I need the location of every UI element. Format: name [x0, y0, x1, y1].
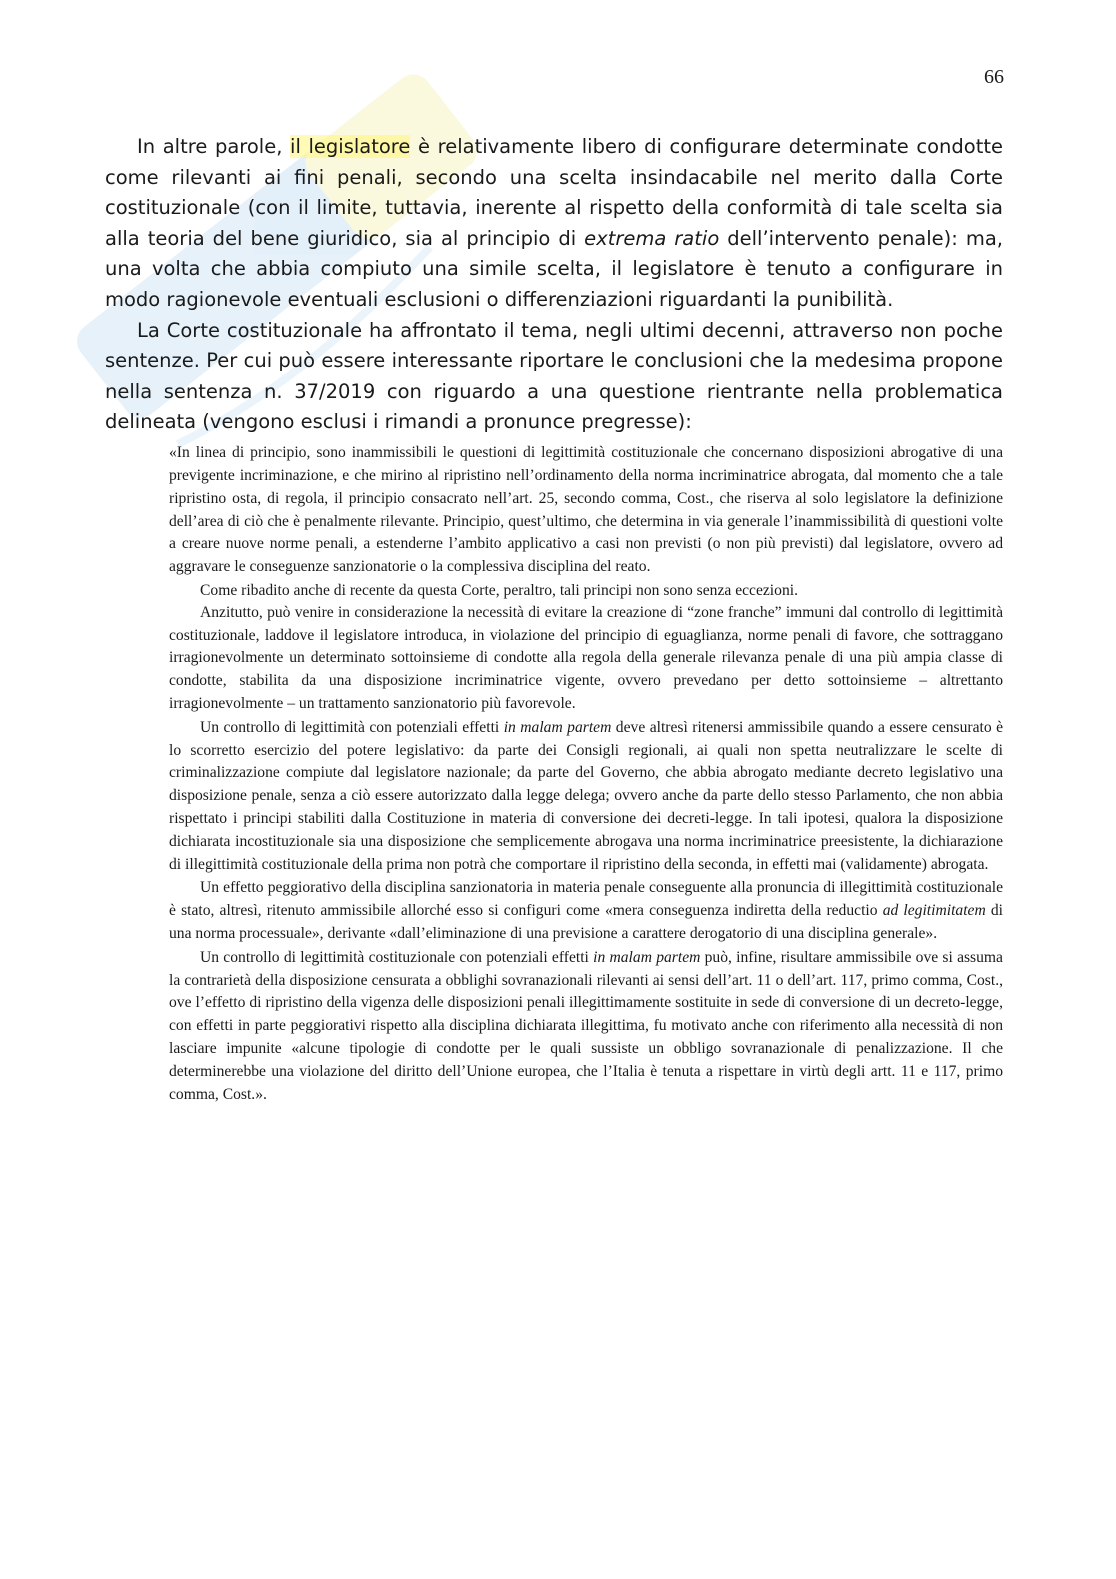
q4-text-c: deve altresì ritenersi ammissibile quando a essere censurato è lo scorretto esercizio del potere legislativo: da parte dei Consigli regionali, ai quali non spetta neutralizzare le scelte di criminalizzazione compiute dal legislatore nazionale; da parte del Governo, che abbia abrogato mediante decreto legislativo una disposizione penale, senza a ciò essere autorizzato dalla legge delega; ovvero anche da parte dello stesso Parlamento, che non abbia rispettato i principi stabiliti dalla Costituzione in materia di conversione dei decreti-legge. In tali ipotesi, qualora la disposizione dichiarata incostituzionale sia una disposizione che semplicemente abrogava una norma incriminatrice preesistente, la dichiarazione di illegittimità costituzionale della prima non potrà che comportare il ripristino della seconda, in effetti mai (validamente) abrogata.: [169, 718, 1003, 873]
body-text: [105, 132, 1003, 438]
paragraph-1: [105, 132, 1003, 316]
p1-text-3: è relativamente libero di configurare determinate condotte come rilevanti ai fini penali, secondo una scelta insindacabile nel merito dalla Corte costituzionale (con il limite, tuttavia, inerente al rispetto della conformità di tale scelta sia alla teoria del bene giuridico, sia al principio di: [105, 135, 1003, 250]
paragraph-2: La Corte costituzionale ha affrontato il tema, negli ultimi decenni, attraverso non poche sentenze. Per cui può essere interessante riportare le conclusioni che la medesima propone nella sentenza n. 37/2019 con riguardo a una questione rientrante nella problematica delineata (vengono esclusi i rimandi a pronunce pregresse):: [105, 318, 1003, 434]
quote-paragraph-1: «In linea di principio, sono inammissibili le questioni di legittimità costituzionale che concernano disposizioni abrogative di una previgente incriminazione, e che mirino al ripristino nell’ordinamento della norma incriminatrice abrogata, dal momento che a tale ripristino osta, di regola, il principio consacrato nell’art. 25, secondo comma, Cost., che riserva al solo legislatore la definizione dell’area di ciò che è penalmente rilevante. Principio, quest’ultimo, che determina in via generale l’inammissibilità di questioni volte a creare nuove norme penali, a estenderne l’ambito applicativo a casi non previsti (o non più previsti) dal legislatore, ovvero ad aggravare le conseguenze sanzionatorie o la complessiva disciplina del reato.: [169, 444, 1003, 576]
q4-italic: in malam partem: [503, 718, 612, 736]
quote-paragraph-5: [169, 877, 1003, 946]
p1-text-5: dell’intervento penale): ma, una volta che abbia compiuto una simile scelta, il legislatore è tenuto a configurare in modo ragionevole eventuali esclusioni o differenziazioni riguardanti la punibilità.: [105, 226, 1003, 311]
q6-italic: in malam partem: [593, 948, 701, 966]
p1-italic-extrema-ratio: extrema ratio: [584, 226, 720, 250]
p1-text-1: In altre parole,: [137, 135, 291, 158]
q5-italic: ad legitimitatem: [882, 902, 986, 920]
quote-paragraph-3: Anzitutto, può venire in considerazione la necessità di evitare la creazione di “zone franche” immuni dal controllo di legittimità costituzionale, laddove il legislatore introduca, in violazione del principio di eguaglianza, norme penali di favore, che sottraggano irragionevolmente un determinato sottoinsieme di condotte alla regola della generale rilevanza penale di una più ampia classe di condotte, stabilita da una disposizione incriminatrice vigente, ovvero prevedano per detto sottoinsieme – altrettanto irragionevolmente – un trattamento sanzionatorio più favorevole.: [169, 603, 1003, 713]
p1-highlighted-text: il legislatore: [290, 135, 411, 158]
quote-paragraph-2: Come ribadito anche di recente da questa Corte, peraltro, tali principi non sono senza eccezioni.: [200, 581, 798, 599]
page-number: 66: [984, 66, 1004, 88]
q6-text-a: Un controllo di legittimità costituzionale con potenziali effetti: [200, 948, 594, 966]
q5-text-a: Un effetto peggiorativo della disciplina sanzionatoria in materia penale conseguente alla pronuncia di illegittimità costituzionale è stato, altresì, ritenuto ammissibile allorché esso si configuri come «mera conseguenza indiretta della reductio: [169, 879, 1003, 920]
q6-text-c: può, infine, risultare ammissibile ove si assuma la contrarietà della disposizione censurata a obblighi sovranazionali rilevanti ai sensi dell’art. 11 o dell’art. 117, primo comma, Cost., ove l’effetto di ripristino della vigenza delle disposizioni penali illegittimamente sostituite in sede di conversione di un decreto-legge, con effetti in parte peggiorativi rispetto alla disciplina dichiarata illegittima, fu motivato anche con riferimento alla necessità di non lasciare impunite «alcune tipologie di condotte per le quali sussiste un obbligo sovranazionale di penalizzazione. Il che determinerebbe una violazione del diritto dell’Unione europea, che l’Italia è tenuta a rispettare in virtù degli artt. 11 e 117, primo comma, Cost.».: [169, 948, 1003, 1103]
q5-text-c: di una norma processuale», derivante «dall’eliminazione di una previsione a carattere derogatorio di una disciplina generale».: [169, 902, 1003, 943]
quote-paragraph-6: [169, 947, 1003, 1107]
quote-paragraph-4: [169, 717, 1003, 877]
q4-text-a: Un controllo di legittimità con potenziali effetti: [200, 718, 504, 736]
block-quote: [169, 442, 1003, 1107]
